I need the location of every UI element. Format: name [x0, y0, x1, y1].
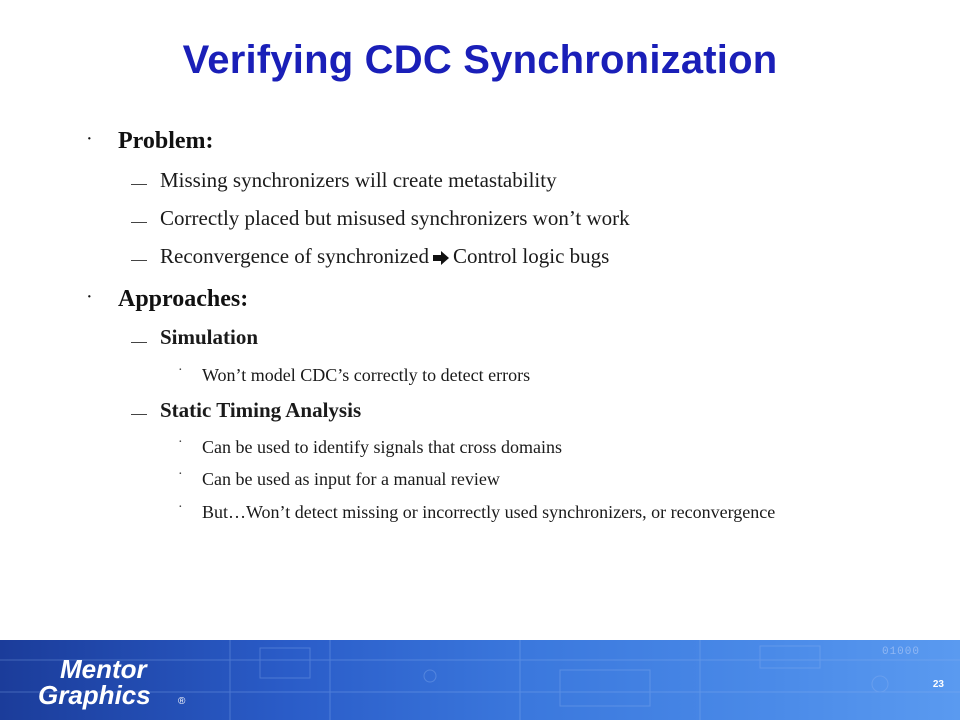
- bullet-icon: ·: [86, 286, 93, 308]
- footer-binary-decoration: 01000: [881, 646, 920, 658]
- logo-line-1: Mentor: [60, 654, 147, 684]
- bullet-icon: ·: [178, 500, 183, 515]
- mentor-graphics-logo: [34, 654, 194, 710]
- bullet-icon: ·: [86, 128, 93, 150]
- approach-subitem: But…Won’t detect missing or incorrectly used synchronizers, or reconvergence: [202, 502, 776, 522]
- approach-subitem: Won’t model CDC’s correctly to detect errors: [202, 365, 531, 385]
- problem-item: [160, 244, 609, 269]
- dash-icon: [131, 184, 147, 185]
- approach-item: Static Timing Analysis: [160, 398, 362, 422]
- logo-registered-mark: ®: [178, 696, 186, 707]
- page-number: 23: [932, 679, 944, 690]
- slide-title: Verifying CDC Synchronization: [182, 38, 778, 82]
- approach-subitem: Can be used to identify signals that cross domains: [202, 437, 562, 457]
- logo-line-2: Graphics: [38, 680, 151, 710]
- dash-icon: [131, 260, 147, 261]
- approach-subitem: Can be used as input for a manual review: [202, 469, 500, 489]
- problem-item: Missing synchronizers will create metastability: [160, 168, 557, 192]
- bullet-icon: ·: [178, 363, 183, 378]
- section-heading-approaches: Approaches:: [118, 286, 249, 312]
- dash-icon: [131, 414, 147, 415]
- right-arrow-icon: [432, 250, 450, 266]
- problem-item-text-after: Control logic bugs: [453, 244, 610, 268]
- dash-icon: [131, 342, 147, 343]
- bullet-icon: ·: [178, 467, 183, 482]
- bullet-icon: ·: [178, 435, 183, 450]
- section-heading-problem: Problem:: [118, 128, 214, 154]
- problem-item-text-before: Reconvergence of synchronized: [160, 244, 430, 268]
- approach-item: Simulation: [160, 325, 259, 349]
- problem-item: Correctly placed but misused synchronizers won’t work: [160, 206, 630, 230]
- dash-icon: [131, 222, 147, 223]
